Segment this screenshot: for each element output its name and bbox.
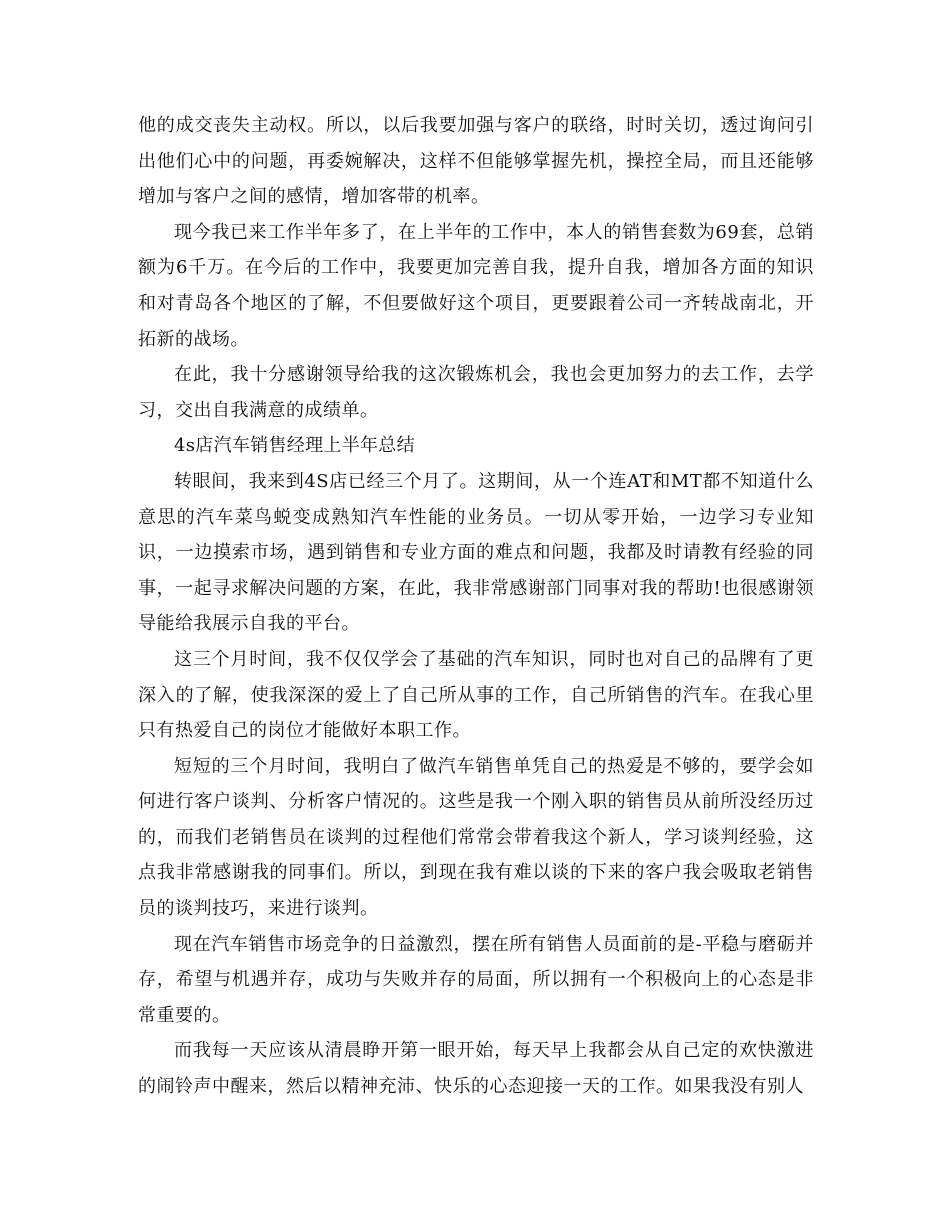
paragraph-3: 在此，我十分感谢领导给我的这次锻炼机会，我也会更加努力的去工作，去学习，交出自我满意的成绩单。 [138, 364, 814, 421]
section-heading: 4s店汽车销售经理上半年总结 [174, 435, 415, 457]
paragraph-2: 现今我已来工作半年多了，在上半年的工作中，本人的销售套数为69套，总销额为6千万。在今后的工作中，我要更加完善自我，提升自我，增加各方面的知识和对青岛各个地区的了解，不但要做好这个项目，更要跟着公司一齐转战南北，开拓新的战场。 [138, 221, 814, 350]
paragraph-1: 他的成交丧失主动权。所以，以后我要加强与客户的联络，时时关切，透过询问引出他们心中的问题，再委婉解决，这样不但能够掌握先机，操控全局，而且还能够增加与客户之间的感情，增加客带的机率。 [138, 115, 814, 208]
document-body [138, 108, 814, 1105]
paragraph-6: 短短的三个月时间，我明白了做汽车销售单凭自己的热爱是不够的，要学会如何进行客户谈判、分析客户情况的。这些是我一个刚入职的销售员从前所没经历过的，而我们老销售员在谈判的过程他们常常会带着我这个新人，学习谈判经验，这点我非常感谢我的同事们。所以，到现在我有难以谈的下来的客户我会吸取老销售员的谈判技巧，来进行谈判。 [138, 755, 814, 920]
paragraph-8: 而我每一天应该从清晨睁开第一眼开始，每天早上我都会从自己定的欢快激进的闹铃声中醒来，然后以精神充沛、快乐的心态迎接一天的工作。如果我没有别人 [138, 1040, 814, 1098]
paragraph-5: 这三个月时间，我不仅仅学会了基础的汽车知识，同时也对自己的品牌有了更深入的了解，使我深深的爱上了自己所从事的工作，自己所销售的汽车。在我心里只有热爱自己的岗位才能做好本职工作。 [138, 648, 814, 742]
paragraph-7: 现在汽车销售市场竞争的日益激烈，摆在所有销售人员面前的是-平稳与磨砺并存，希望与机遇并存，成功与失败并存的局面，所以拥有一个积极向上的心态是非常重要的。 [138, 933, 814, 1026]
paragraph-4: 转眼间，我来到4S店已经三个月了。这期间，从一个连AT和MT都不知道什么意思的汽车菜鸟蜕变成熟知汽车性能的业务员。一切从零开始，一边学习专业知识，一边摸索市场，遇到销售和专业方面的难点和问题，我都及时请教有经验的同事，一起寻求解决问题的方案，在此，我非常感谢部门同事对我的帮助!也很感谢领导能给我展示自我的平台。 [138, 470, 814, 635]
